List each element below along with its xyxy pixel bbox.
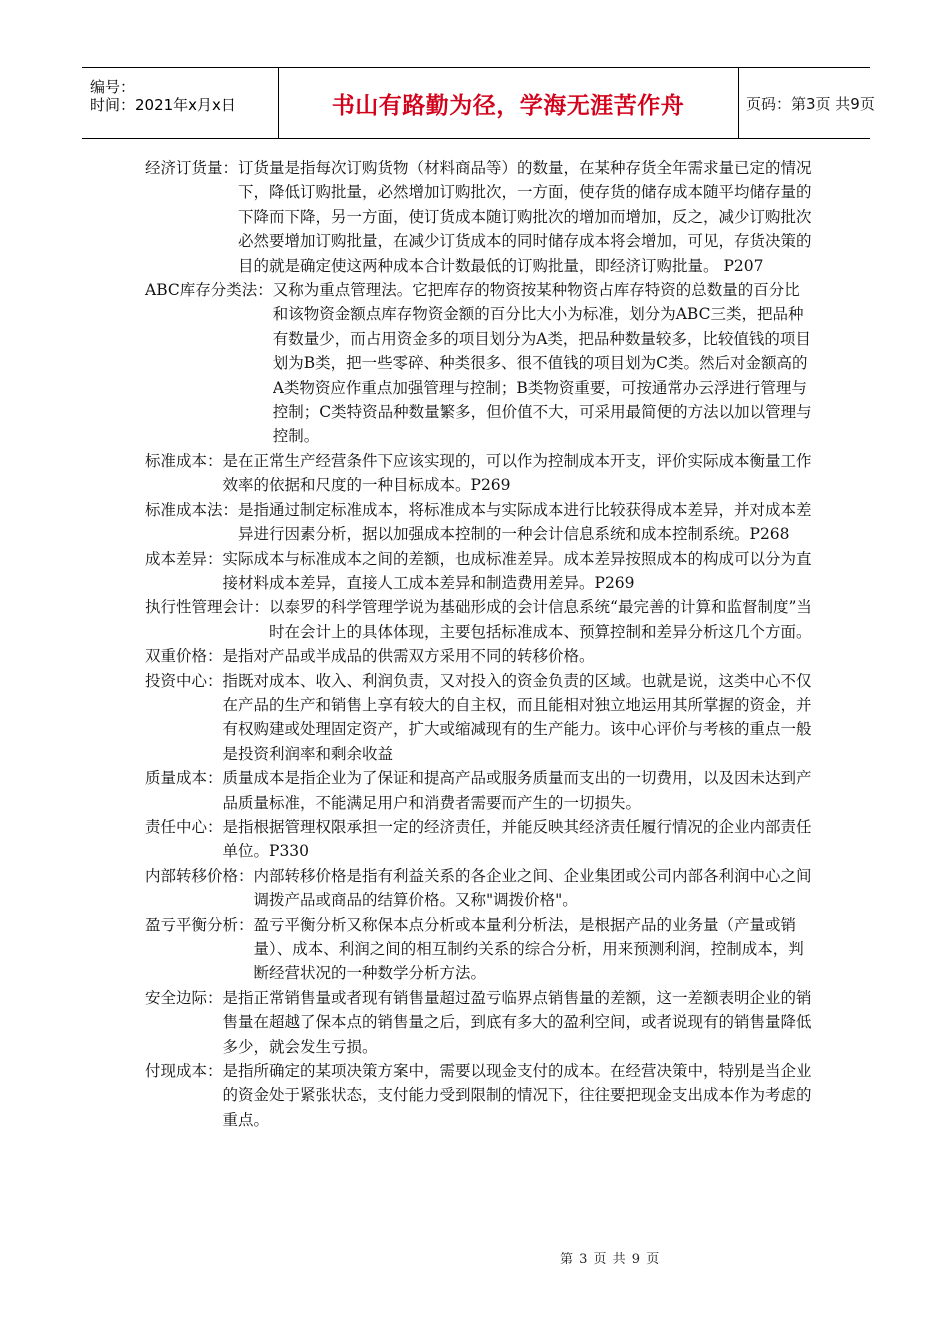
glossary-entry: [145, 766, 813, 815]
entry-term: 内部转移价格：: [145, 866, 254, 885]
glossary: [145, 156, 813, 1132]
glossary-entry: [145, 913, 813, 986]
header-meta: [82, 68, 279, 138]
entry-term: 付现成本：: [145, 1062, 223, 1081]
glossary-entry: [145, 449, 813, 498]
entry-term: 标准成本：: [145, 451, 223, 470]
entry-definition: 内部转移价格是指有利益关系的各企业之间、企业集团或公司内部各利润中心之间调拨产品或商品的结算价格。又称"调拨价格"。: [253, 866, 812, 910]
entry-definition: 盈亏平衡分析又称保本点分析或本量利分析法，是根据产品的业务量（产量或销量）、成本、利润之间的相互制约关系的综合分析，用来预测利润，控制成本，判断经营状况的一种数学分析方法。: [253, 915, 804, 983]
entry-definition: 订货量是指每次订购货物（材料商品等）的数量，在某种存货全年需求量已定的情况下，降低订购批量，必然增加订购批次，一方面，使存货的储存成本随平均储存量的下降而下降，另一方面，使订货成本随订购批次的增加而增加，反之，减少订购批次必然要增加订购批量，在减少订货成本的同时储存成本将会增加，可见，存货决策的目的就是确定使这两种成本合计数最低的订购批量，即经济订购批量。 P207: [238, 159, 812, 275]
entry-term: ABC库存分类法：: [145, 281, 273, 300]
glossary-entry: [145, 986, 813, 1059]
entry-term: 经济订货量：: [145, 159, 239, 177]
entry-term: 质量成本：: [145, 769, 223, 788]
glossary-entry: [145, 595, 813, 644]
glossary-entry: [145, 815, 813, 864]
entry-term: 执行性管理会计：: [145, 598, 270, 617]
time-label: 时间：2021年x月x日: [90, 96, 236, 114]
page-code: 页码：第3页 共9页: [746, 94, 875, 113]
glossary-entry: [145, 669, 813, 767]
entry-definition: 是在正常生产经营条件下应该实现的，可以作为控制成本开支，评价实际成本衡量工作效率的依据和尺度的一种目标成本。P269: [222, 451, 812, 495]
glossary-entry: [145, 278, 813, 449]
glossary-entry: [145, 864, 813, 913]
entry-definition: 是指正常销售量或者现有销售量超过盈亏临界点销售量的差额，这一差额表明企业的销售量在超越了保本点的销售量之后，到底有多大的盈利空间，或者说现有的销售量降低多少，就会发生亏损。: [222, 988, 812, 1056]
glossary-entry: [145, 644, 813, 668]
entry-definition: 是指通过制定标准成本，将标准成本与实际成本进行比较获得成本差异，并对成本差异进行因素分析，据以加强成本控制的一种会计信息系统和成本控制系统。P268: [238, 500, 812, 544]
page-footer: 第 3 页 共 9 页: [560, 1252, 661, 1267]
motto: 书山有路勤为径，学海无涯苦作舟: [331, 92, 685, 119]
page-header: [82, 67, 875, 139]
entry-definition: 以泰罗的科学管理学说为基础形成的会计信息系统“最完善的计算和监督制度”当时在会计上的具体体现，主要包括标准成本、预算控制和差异分析这几个方面。: [269, 598, 812, 641]
entry-definition: 指既对成本、收入、利润负责，又对投入的资金负责的区域。也就是说，这类中心不仅在产品的生产和销售上享有较大的自主权，而且能相对独立地运用其所掌握的资金，并有权购建或处理固定资产，扩大或缩减现有的生产能力。该中心评价与考核的重点一般是投资利润率和剩余收益: [222, 671, 812, 763]
entry-definition: 实际成本与标准成本之间的差额，也成标准差异。成本差异按照成本的构成可以分为直接材料成本差异，直接人工成本差异和制造费用差异。P269: [222, 549, 812, 592]
entry-definition: 是指对产品或半成品的供需双方采用不同的转移价格。: [222, 647, 595, 666]
glossary-entry: [145, 1059, 813, 1132]
entry-term: 双重价格：: [145, 647, 223, 666]
glossary-entry: [145, 156, 813, 278]
glossary-entry: [145, 498, 813, 547]
entry-term: 投资中心：: [145, 671, 223, 690]
entry-term: 责任中心：: [145, 817, 223, 836]
entry-term: 盈亏平衡分析：: [145, 915, 254, 934]
entry-definition: 质量成本是指企业为了保证和提高产品或服务质量而支出的一切费用，以及因未达到产品质量标准，不能满足用户和消费者需要而产生的一切损失。: [222, 769, 812, 812]
entry-term: 安全边际：: [145, 988, 223, 1007]
header-motto-cell: [278, 68, 739, 138]
glossary-entry: [145, 547, 813, 596]
entry-definition: 是指根据管理权限承担一定的经济责任，并能反映其经济责任履行情况的企业内部责任单位。P330: [222, 817, 812, 861]
number-label: 编号：: [90, 78, 136, 96]
entry-definition: 是指所确定的某项决策方案中，需要以现金支付的成本。在经营决策中，特别是当企业的资金处于紧张状态，支付能力受到限制的情况下，往往要把现金支出成本作为考虑的重点。: [222, 1062, 812, 1129]
entry-term: 标准成本法：: [145, 500, 239, 519]
entry-definition: 又称为重点管理法。它把库存的物资按某种物资占库存特资的总数量的百分比和该物资金额点库存物资金额的百分比大小为标准，划分为ABC三类，把品种有数量少，而占用资金多的项目划分为A类，把品种数量较多，比较值钱的项目划为B类，把一些零碎、种类很多、很不值钱的项目划为C类。然后对金额高的A类物资应作重点加强管理与控制；B类物资重要，可按通常办云浮进行管理与控制；C类特资品种数量繁多，但价值不大，可采用最简便的方法以加以管理与控制。: [272, 281, 812, 446]
entry-term: 成本差异：: [145, 549, 223, 568]
